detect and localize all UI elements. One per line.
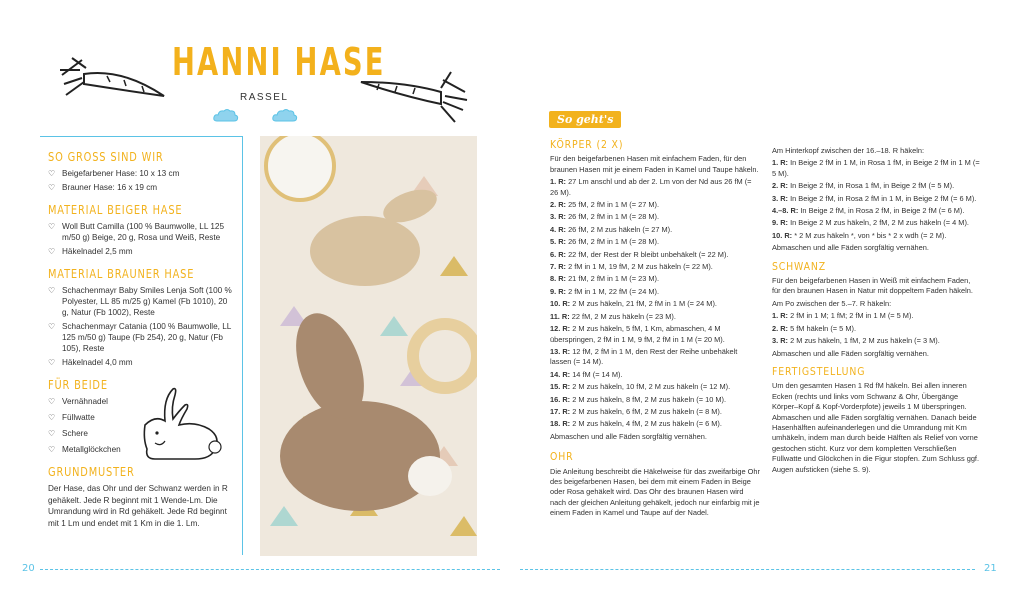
so-gehts-badge: So geht's bbox=[549, 111, 621, 128]
section-heading: FERTIGSTELLUNG bbox=[772, 364, 866, 378]
list-item: ♡ Schachenmayr Catania (100 % Baumwolle, LL 125 m/50 g) Taupe (Fb 254), 20 g, Natur (Fb 105), Reste bbox=[48, 322, 231, 353]
photo-illustration bbox=[260, 136, 477, 556]
footer-divider bbox=[40, 569, 500, 570]
row-instruction: 9. R: 2 fM in 1 M, 22 fM (= 24 M). bbox=[550, 286, 660, 296]
heart-icon: ♡ bbox=[48, 397, 56, 406]
heart-icon: ♡ bbox=[48, 413, 56, 422]
list-item: ♡ Metallglöckchen bbox=[48, 445, 121, 454]
row-instruction: 16. R: 2 M zus häkeln, 8 fM, 2 M zus häkeln (= 10 M). bbox=[550, 394, 727, 404]
section-heading: FÜR BEIDE bbox=[48, 378, 108, 392]
section-heading: MATERIAL BEIGER HASE bbox=[48, 203, 183, 217]
list-item: ♡ Schere bbox=[48, 429, 88, 438]
row-instruction: 2. R: 25 fM, 2 fM in 1 M (= 27 M). bbox=[550, 200, 660, 210]
schwanz-pos: Am Po zwischen der 5.–7. R häkeln: bbox=[772, 298, 892, 308]
row-instruction: 9. R: In Beige 2 M zus häkeln, 2 fM, 2 M zus häkeln (= 4 M). bbox=[772, 218, 969, 228]
row-instruction: 1. R: 27 Lm anschl und ab der 2. Lm von der Nd aus 26 fM (= 26 M). bbox=[550, 177, 752, 197]
row-instruction: 12. R: 2 M zus häkeln, 5 fM, 1 Km, abmaschen, 4 M überspringen, 2 fM in 1 M, 9 fM, 2 fM in 1 M (= 20 M). bbox=[550, 324, 725, 344]
row-instruction: 11. R: 22 fM, 2 M zus häkeln (= 23 M). bbox=[550, 311, 676, 321]
ohr-end: Abmaschen und alle Fäden sorgfältig vernähen. bbox=[772, 243, 929, 253]
heart-icon: ♡ bbox=[48, 222, 56, 231]
schwanz-intro: Für den beigefarbenen Hasen in Weiß mit einfachem Faden, für den braunen Hasen in Natur mit doppeltem Faden häkeln. bbox=[772, 276, 973, 296]
heart-icon: ♡ bbox=[48, 445, 56, 454]
list-item: ♡ Häkelnadel 4,0 mm bbox=[48, 358, 133, 367]
row-instruction: 3. R: In Beige 2 fM, in Rosa 2 fM in 1 M, in Beige 2 fM (= 6 M). bbox=[772, 193, 977, 203]
row-instruction: 5. R: 26 fM, 2 fM in 1 M (= 28 M). bbox=[550, 237, 660, 247]
cloud-icon bbox=[213, 108, 239, 122]
materials-content bbox=[48, 150, 234, 529]
row-instruction: 13. R: 12 fM, 2 fM in 1 M, den Rest der Reihe unbehäkelt lassen (= 14 M). bbox=[550, 346, 738, 367]
cloud-icon bbox=[272, 108, 298, 122]
row-instruction: 1. R: 2 fM in 1 M; 1 fM; 2 fM in 1 M (= 5 M). bbox=[772, 311, 914, 321]
row-instruction: 7. R: 2 fM in 1 M, 19 fM, 2 M zus häkeln (= 22 M). bbox=[550, 262, 713, 272]
product-photo bbox=[260, 136, 477, 556]
middle-column bbox=[550, 134, 760, 521]
page-title: HANNI HASE bbox=[172, 40, 386, 84]
page-subtitle: RASSEL bbox=[240, 92, 289, 103]
row-instruction: 3. R: 2 M zus häkeln, 1 fM, 2 M zus häkeln (= 3 M). bbox=[772, 336, 940, 346]
list-item: ♡ Füllwatte bbox=[48, 413, 95, 422]
section-heading: SCHWANZ bbox=[772, 259, 826, 273]
right-column bbox=[772, 146, 980, 477]
page-number-left: 20 bbox=[22, 563, 35, 574]
heart-icon: ♡ bbox=[48, 429, 56, 438]
heart-icon: ♡ bbox=[48, 247, 56, 256]
heart-icon: ♡ bbox=[48, 322, 56, 331]
section-heading: MATERIAL BRAUNER HASE bbox=[48, 267, 195, 281]
list-item: ♡ Beigefarbener Hase: 10 x 13 cm bbox=[48, 169, 180, 178]
row-instruction: 18. R: 2 M zus häkeln, 4 fM, 2 M zus häkeln (= 6 M). bbox=[550, 419, 722, 429]
row-instruction: 15. R: 2 M zus häkeln, 10 fM, 2 M zus häkeln (= 12 M). bbox=[550, 382, 731, 392]
row-instruction: 4. R: 26 fM, 2 M zus häkeln (= 27 M). bbox=[550, 224, 673, 234]
fertig-text: Um den gesamten Hasen 1 Rd fM häkeln. Bei allen inneren Ecken (rechts und links vom Schwanz & Ohr, Übergänge Körper–Kopf & Kopf-Vorderpfote) jeweils 1 M überspringen. Abmaschen und alle Fäden sorgfältig vernähen. Danach beide Hasenhälften aufeinanderlegen und die Umrandung mit Km umhäkeln, indem man durch beide Hälften als Relief von vorne gestochen sticht. Kurz vor dem kompletten Verschließen Füllwatte und Glöckchen in die Figur stopfen. Zum Schluss ggf. Augen aufsticken (siehe S. 9). bbox=[772, 381, 980, 474]
row-instruction: 10. R: * 2 M zus häkeln *, von * bis * 2 x wdh (= 2 M). bbox=[772, 230, 947, 240]
row-instruction: 14. R: 14 fM (= 14 M). bbox=[550, 369, 623, 379]
schwanz-end: Abmaschen und alle Fäden sorgfältig vernähen. bbox=[772, 348, 929, 358]
right-intro: Am Hinterkopf zwischen der 16.–18. R häkeln: bbox=[772, 146, 924, 155]
carrot-left-icon bbox=[52, 40, 172, 110]
grundmuster-text: Der Hase, das Ohr und der Schwanz werden in R gehäkelt. Jede R beginnt mit 1 Wende-Lm. Die Umrandung wird in Rd gehäkelt. Jede Rd beginnt mit 1 Lm und endet mit 1 Km in die 1. Lm. bbox=[48, 484, 228, 528]
section-heading: GRUNDMUSTER bbox=[48, 465, 135, 479]
row-instruction: 1. R: In Beige 2 fM in 1 M, in Rosa 1 fM, in Beige 2 fM in 1 M (= 5 M). bbox=[772, 158, 980, 178]
row-instruction: 10. R: 2 M zus häkeln, 21 fM, 2 fM in 1 M (= 24 M). bbox=[550, 299, 717, 309]
footer-divider bbox=[520, 569, 975, 570]
list-item: ♡ Brauner Hase: 16 x 19 cm bbox=[48, 183, 158, 192]
row-instruction: 3. R: 26 fM, 2 fM in 1 M (= 28 M). bbox=[550, 212, 660, 222]
heart-icon: ♡ bbox=[48, 358, 56, 367]
page-number-right: 21 bbox=[984, 563, 997, 574]
list-item: ♡ Häkelnadel 2,5 mm bbox=[48, 247, 133, 256]
list-item: ♡ Woll Butt Camilla (100 % Baumwolle, LL 125 m/50 g) Beige, 20 g, Rosa und Weiß, Reste bbox=[48, 222, 225, 242]
heart-icon: ♡ bbox=[48, 169, 56, 178]
row-instruction: 8. R: 21 fM, 2 fM in 1 M (= 23 M). bbox=[550, 274, 660, 284]
row-instruction: 6. R: 22 fM, der Rest der R bleibt unbehäkelt (= 22 M). bbox=[550, 249, 729, 259]
section-heading: SO GROSS SIND WIR bbox=[48, 150, 164, 164]
ohr-text: Die Anleitung beschreibt die Häkelweise für das zweifarbige Ohr des beigefarbenen Hasen, bei dem mit einem Faden in Beige oder Rosa gehäkelt wird. Das Ohr des braunen Hasen wird nach der gleichen Anleitung gehäkelt, jedoch nur einfarbig mit je einem Faden in Kamel und Taupe auf der Nadel. bbox=[550, 466, 760, 518]
row-instruction: 2. R: In Beige 2 fM, in Rosa 1 fM, in Beige 2 fM (= 5 M). bbox=[772, 181, 955, 191]
section-heading: KÖRPER (2 X) bbox=[550, 138, 624, 151]
heart-icon: ♡ bbox=[48, 286, 56, 295]
koerper-intro: Für den beigefarbenen Hasen mit einfachem Faden, für den braunen Hasen mit je einem Faden in Kamel und Taupe häkeln. bbox=[550, 154, 759, 174]
row-instruction: 17. R: 2 M zus häkeln, 6 fM, 2 M zus häkeln (= 8 M). bbox=[550, 406, 722, 416]
list-item: ♡ Schachenmayr Baby Smiles Lenja Soft (100 % Polyester, LL 85 m/25 g) Kamel (Fb 1010), 20 g, Natur (Fb 1002), Reste bbox=[48, 286, 232, 317]
list-item: ♡ Vernähnadel bbox=[48, 397, 108, 406]
section-heading: OHR bbox=[550, 450, 574, 464]
row-instruction: 4.–8. R: In Beige 2 fM, in Rosa 2 fM, in Beige 2 fM (= 6 M). bbox=[772, 206, 965, 216]
koerper-end: Abmaschen und alle Fäden sorgfältig vernähen. bbox=[550, 431, 707, 441]
bunny-sketch-icon bbox=[135, 385, 225, 465]
row-instruction: 2. R: 5 fM häkeln (= 5 M). bbox=[772, 323, 856, 333]
heart-icon: ♡ bbox=[48, 183, 56, 192]
